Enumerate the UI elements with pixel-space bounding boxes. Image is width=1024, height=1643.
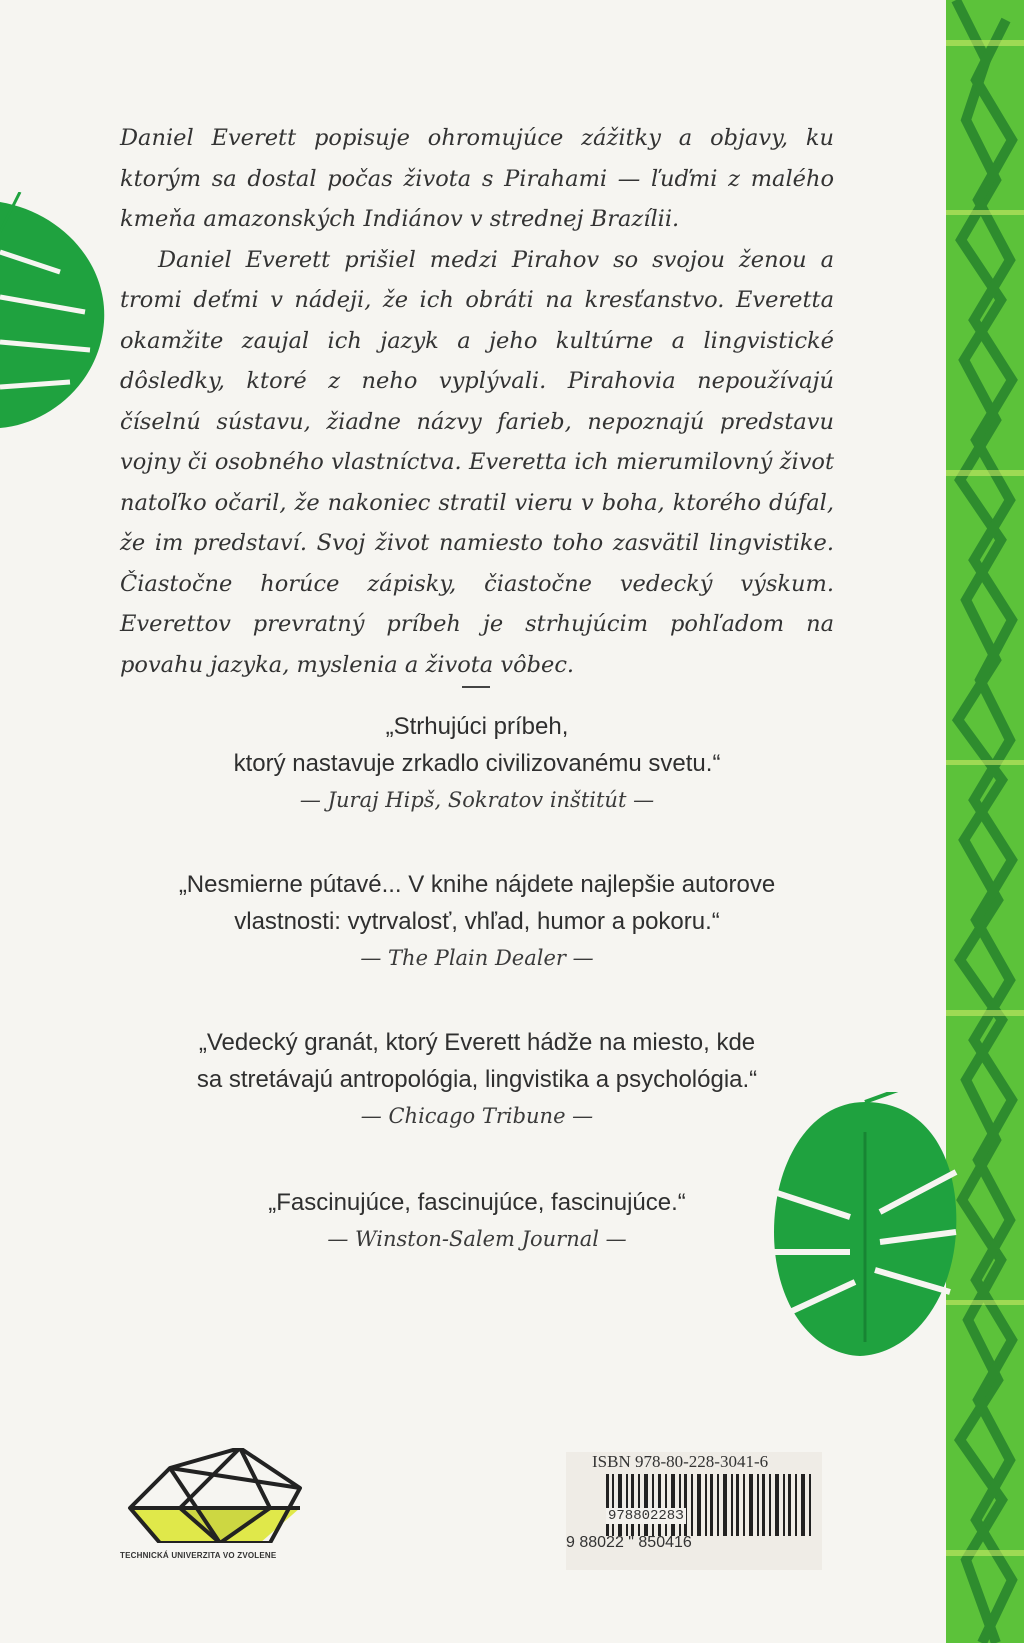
quote-line: „Fascinujúce, fascinujúce, fascinujúce.“ (268, 1189, 686, 1216)
monstera-leaf-icon (0, 192, 108, 432)
quote-line: „Strhujúci príbeh, (385, 713, 569, 740)
quote-source: — The Plain Dealer — (360, 946, 594, 970)
review-quote (120, 1024, 834, 1135)
barcode-digits-overlay: 97880228З (608, 1508, 684, 1524)
separator-dash (462, 686, 490, 688)
publisher-name: TECHNICKÁ UNIVERZITA VO ZVOLENE (120, 1551, 277, 1560)
quote-line: ktorý nastavuje zrkadlo civilizovanému svetu.“ (233, 750, 721, 777)
university-logo-icon (120, 1448, 310, 1543)
quote-source: — Chicago Tribune — (360, 1104, 594, 1128)
quote-line: vlastnosti: vytrvalosť, vhľad, humor a pokoru.“ (234, 908, 720, 935)
blurb-paragraph: Daniel Everett prišiel medzi Pirahov so svojou ženou a tromi deťmi v nádeji, že ich obráti na kresťanstvo. Everetta okamžite zaujal ich jazyk a jeho kultúrne a lingvistické dôsledky, ktoré z neho vyplývali. Pirahovia nepoužívajú číselnú sústavu, žiadne názvy farieb, nepoznajú predstavu vojny či osobného vlastníctva. Everetta ich mierumilovný život natoľko očaril, že nakoniec stratil vieru v boha, ktorého dúfal, že im predstaví. Svoj život namiesto toho zasvätil lingvistike. Čiastočne horúce zápisky, čiastočne vedecký výskum. Everettov prevratný príbeh je strhujúcim pohľadom na povahu jazyka, myslenia a života vôbec. (120, 246, 834, 678)
quote-source: — Winston-Salem Journal — (327, 1227, 627, 1251)
barcode-label (566, 1452, 822, 1570)
quote-line: sa stretávajú antropológia, lingvistika a psychológia.“ (196, 1066, 758, 1093)
quote-line: „Vedecký granát, ktorý Everett hádže na miesto, kde (198, 1029, 756, 1056)
review-quote (120, 1184, 834, 1258)
publisher-logo (120, 1448, 310, 1560)
isbn-text: ISBN 978-80-228-3041-6 (592, 1452, 769, 1471)
barcode-icon (604, 1474, 814, 1536)
green-stripe (946, 0, 1024, 1643)
blurb-text (120, 118, 834, 685)
review-quote (120, 708, 834, 819)
barcode-digits: 9 88022 " 850416 (566, 1534, 692, 1551)
quote-source: — Juraj Hipš, Sokratov inštitút — (299, 788, 655, 812)
blurb-paragraph: Daniel Everett popisuje ohromujúce zážitky a objavy, ku ktorým sa dostal počas života s Pirahami — ľuďmi z malého kmeňa amazonských Indiánov v strednej Brazílii. (120, 125, 834, 232)
review-quote (120, 866, 834, 977)
quote-line: „Nesmierne pútavé... V knihe nájdete najlepšie autorove (178, 871, 776, 898)
